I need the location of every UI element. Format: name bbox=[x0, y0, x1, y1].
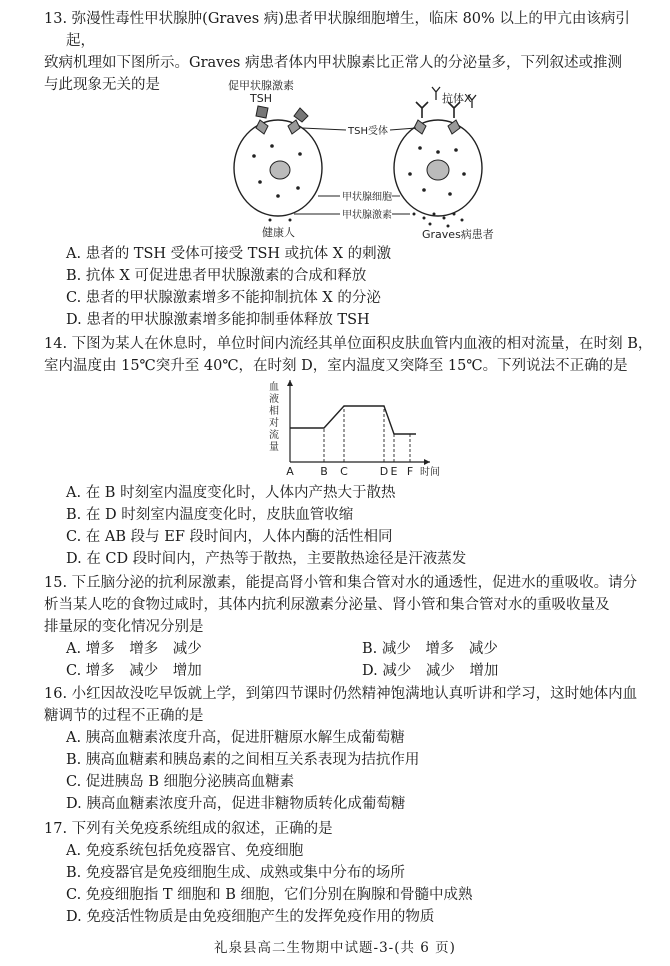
q16-option-d[interactable]: D. 胰高血糖素浓度升高，促进非糖物质转化成葡萄糖 bbox=[66, 796, 406, 812]
y-axis-label-char: 相 bbox=[269, 406, 279, 417]
q16-option-a[interactable]: A. 胰高血糖素浓度升高，促进肝糖原水解生成葡萄糖 bbox=[66, 730, 405, 746]
y-axis-label-char: 流 bbox=[269, 430, 279, 441]
x-tick-label-e: E bbox=[390, 465, 398, 478]
y-axis-arrow bbox=[287, 380, 293, 386]
question-15 bbox=[44, 572, 656, 682]
q17-option-c[interactable]: C. 免疫细胞指 T 细胞和 B 细胞，它们分别在胸腺和骨髓中成熟 bbox=[66, 887, 473, 903]
q13-option-c[interactable]: C. 患者的甲状腺激素增多不能抑制抗体 X 的分泌 bbox=[66, 290, 381, 306]
q16-option-c[interactable]: C. 促进胰岛 B 细胞分泌胰高血糖素 bbox=[66, 774, 295, 790]
question-14-stem: 14. 下图为某人在休息时，单位时间内流经其单位面积皮肤血管内血液的相对流量，在时刻 B， 室内温度由 15℃突升至 40℃，在时刻 D，室内温度又突降至 15℃。下列说法不正确的是 bbox=[44, 336, 653, 374]
y-axis-label-char: 血 bbox=[269, 382, 279, 393]
question-17 bbox=[44, 818, 656, 928]
page-footer: 礼泉县高二生物期中试题-3-(共 6 页) bbox=[214, 940, 456, 956]
graves-mechanism-diagram bbox=[210, 78, 510, 244]
x-tick-label-f: F bbox=[406, 465, 414, 478]
q14-option-a[interactable]: A. 在 B 时刻室内温度变化时，人体内产热大于散热 bbox=[66, 485, 396, 501]
y-axis-label-char: 量 bbox=[269, 442, 279, 453]
q15-option-c[interactable]: C. 增多 减少 增加 bbox=[66, 663, 202, 679]
question-13-options bbox=[44, 243, 656, 331]
q13-option-b[interactable]: B. 抗体 X 可促进患者甲状腺激素的合成和释放 bbox=[66, 268, 367, 284]
q14-option-d[interactable]: D. 在 CD 段时间内，产热等于散热，主要散热途径是汗液蒸发 bbox=[66, 551, 467, 567]
thyroid-hormone-label: 甲状腺激素 bbox=[342, 210, 392, 221]
healthy-person-label: 健康人 bbox=[262, 226, 295, 239]
q17-option-d[interactable]: D. 免疫活性物质是由免疫细胞产生的发挥免疫作用的物质 bbox=[66, 909, 435, 925]
q13-option-d[interactable]: D. 患者的甲状腺激素增多能抑制垂体释放 TSH bbox=[66, 312, 370, 328]
graves-patient-label: Graves病患者 bbox=[422, 228, 494, 241]
tsh-label-line1: 促甲状腺激素 bbox=[228, 79, 294, 92]
x-tick-label-b: B bbox=[320, 465, 328, 478]
q15-option-a[interactable]: A. 增多 增多 减少 bbox=[66, 641, 202, 657]
x-tick-label-a: A bbox=[286, 465, 294, 478]
question-16 bbox=[44, 683, 656, 815]
q16-option-b[interactable]: B. 胰高血糖素和胰岛素的之间相互关系表现为拮抗作用 bbox=[66, 752, 420, 768]
question-13-stem: 13. 弥漫性毒性甲状腺肿(Graves 病)患者甲状腺细胞增生，临床 80% 以上的甲亢由该病引起， 致病机理如下图所示。Graves 病患者体内甲状腺素比正常人的分泌量多，下列叙述或推测 与此现象无关的是 bbox=[44, 11, 630, 93]
blood-flow-series-line bbox=[290, 406, 416, 434]
question-16-stem: 16. 小红因故没吃早饭就上学，到第四节课时仍然精神饱满地认真听讲和学习，这时她体内血 糖调节的过程不正确的是 bbox=[44, 686, 638, 724]
x-tick-label-d: D bbox=[379, 465, 389, 478]
q14-option-c[interactable]: C. 在 AB 段与 EF 段时间内，人体内酶的活性相同 bbox=[66, 529, 393, 545]
question-17-stem: 17. 下列有关免疫系统组成的叙述，正确的是 bbox=[44, 821, 333, 837]
tsh-receptor-label: TSH受体 bbox=[348, 126, 388, 137]
antibody-x-label: 抗体X bbox=[442, 92, 472, 105]
y-axis-label-char: 对 bbox=[269, 418, 279, 429]
question-14-options bbox=[44, 482, 656, 570]
graves-patient-thyroid-cell bbox=[394, 87, 482, 228]
x-tick-label-c: C bbox=[340, 465, 348, 478]
tsh-label-line2: TSH bbox=[250, 92, 272, 105]
x-axis-arrow bbox=[424, 459, 430, 465]
q17-option-b[interactable]: B. 免疫器官是免疫细胞生成、成熟或集中分布的场所 bbox=[66, 865, 405, 881]
q14-option-b[interactable]: B. 在 D 时刻室内温度变化时，皮肤血管收缩 bbox=[66, 507, 354, 523]
blood-flow-chart bbox=[268, 378, 458, 480]
question-15-stem: 15. 下丘脑分泌的抗利尿激素，能提高肾小管和集合管对水的通透性，促进水的重吸收。请分 析当某人吃的食物过咸时，其体内抗利尿激素分泌量、肾小管和集合管对水的重吸收量及 排量尿的变化情况分别是 bbox=[44, 575, 638, 635]
x-axis-label: 时间 bbox=[420, 467, 440, 478]
healthy-thyroid-cell bbox=[234, 106, 322, 222]
q17-option-a[interactable]: A. 免疫系统包括免疫器官、免疫细胞 bbox=[66, 843, 304, 859]
q15-option-b[interactable]: B. 减少 增多 减少 bbox=[362, 641, 498, 657]
thyroid-cell-label: 甲状腺细胞 bbox=[342, 192, 392, 203]
y-axis-label-char: 液 bbox=[269, 394, 279, 405]
question-14 bbox=[44, 333, 656, 377]
q15-option-d[interactable]: D. 减少 减少 增加 bbox=[362, 663, 499, 679]
q13-option-a[interactable]: A. 患者的 TSH 受体可接受 TSH 或抗体 X 的刺激 bbox=[66, 246, 392, 262]
